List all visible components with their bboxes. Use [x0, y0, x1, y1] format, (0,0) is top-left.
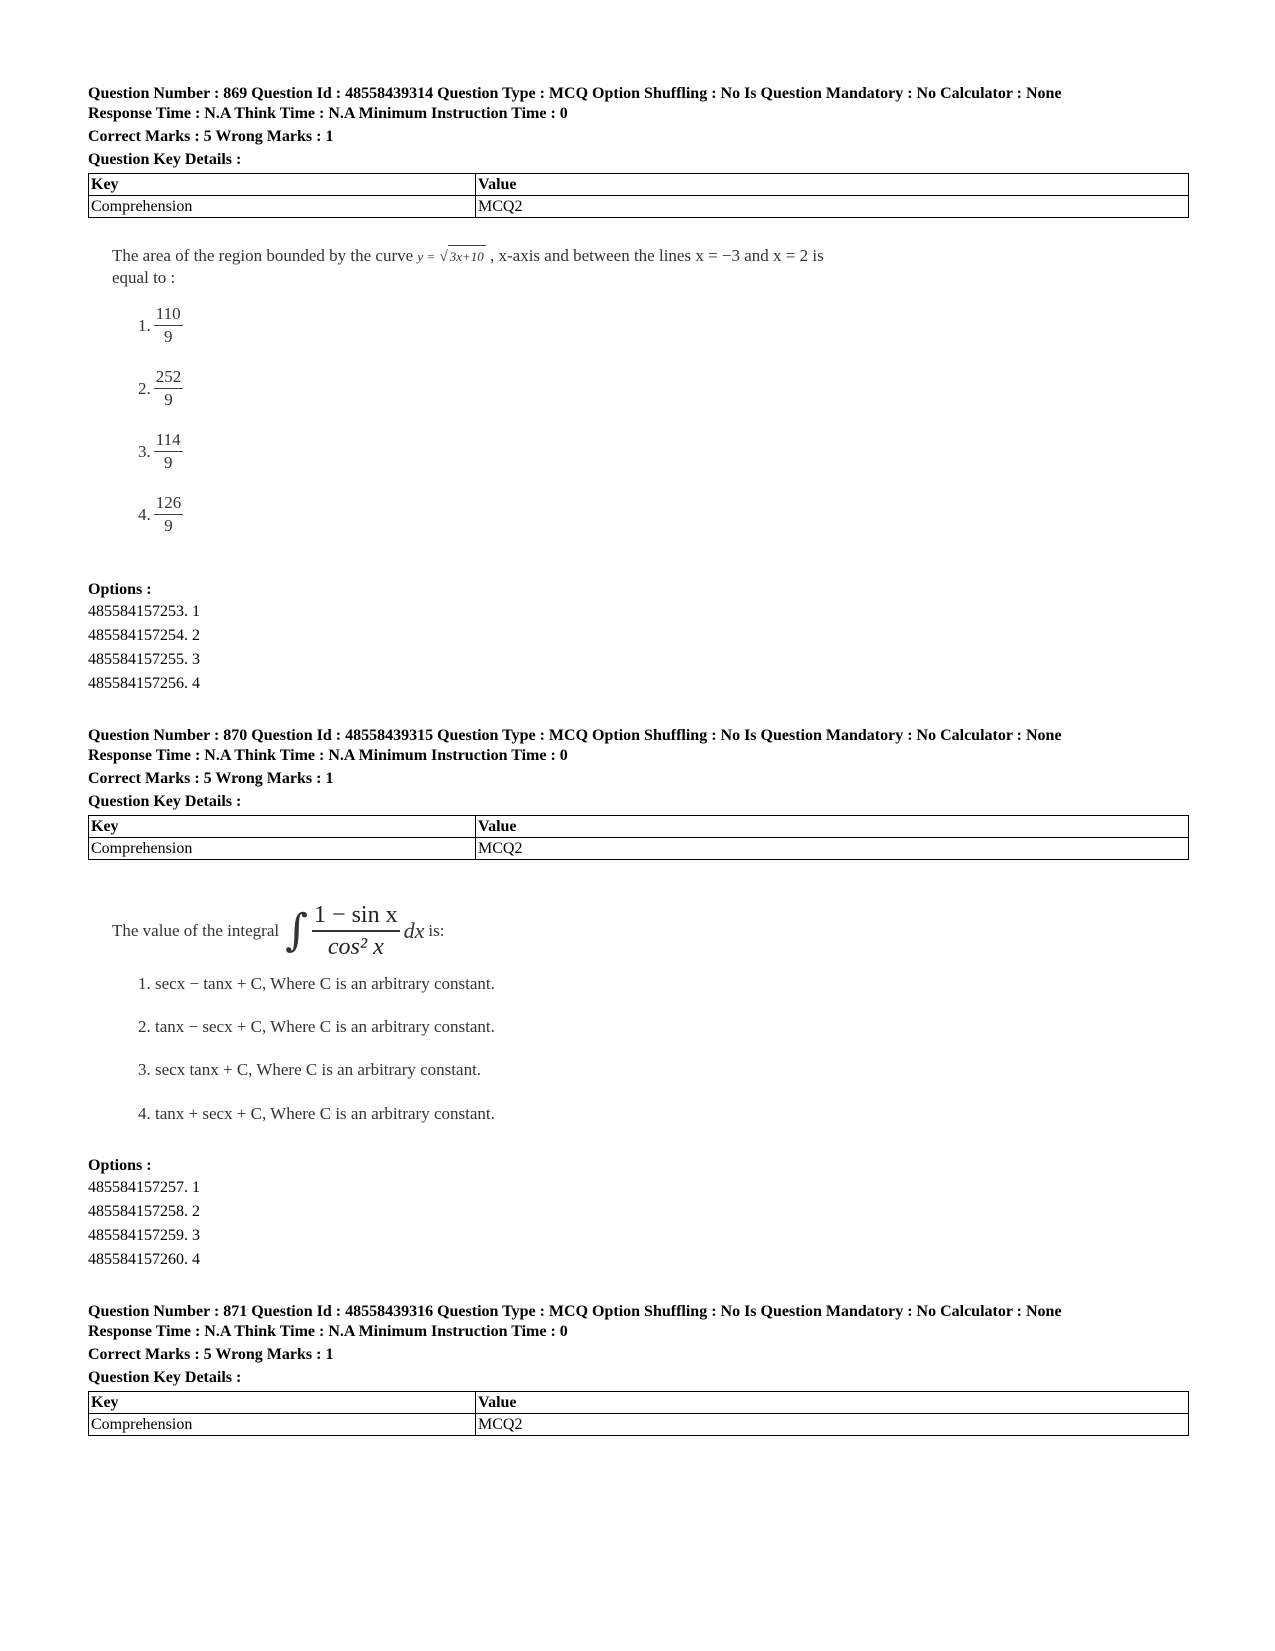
question-header-line2: Response Time : N.A Think Time : N.A Minimum Instruction Time : 0 [88, 747, 568, 764]
choice-number: 4. [138, 504, 151, 524]
choice-2 [138, 366, 183, 411]
option-row: 485584157259. 3 [88, 1227, 200, 1244]
marks-line: Correct Marks : 5 Wrong Marks : 1 [88, 1346, 334, 1363]
options-label: Options : [88, 581, 152, 598]
question-header-line2: Response Time : N.A Think Time : N.A Minimum Instruction Time : 0 [88, 105, 568, 122]
choice-3: 3. secx tanx + C, Where C is an arbitrary constant. [138, 1060, 482, 1079]
option-row: 485584157253. 1 [88, 603, 200, 620]
numerator: 1 − sin x [314, 902, 398, 928]
numerator: 110 [155, 304, 181, 323]
option-row: 485584157256. 4 [88, 675, 200, 692]
question-block-871 [88, 1302, 1188, 1436]
key-details-label: Question Key Details : [88, 1369, 242, 1386]
document-page [88, 84, 1188, 1436]
question-block-870 [88, 726, 1188, 1272]
table-cell-value: MCQ2 [476, 196, 1189, 218]
question-header-line1: Question Number : 869 Question Id : 48558439314 Question Type : MCQ Option Shuffling : No Is Question Mandatory : No Calculator : None [88, 85, 1062, 102]
table-cell-key: Comprehension [89, 1414, 476, 1436]
choice-4: 4. tanx + secx + C, Where C is an arbitrary constant. [138, 1104, 495, 1123]
choice-number: 3. [138, 441, 151, 461]
numerator: 252 [155, 367, 182, 386]
denominator: 9 [163, 453, 173, 472]
integral-sign-icon: ∫ [285, 905, 309, 956]
fraction [154, 303, 183, 348]
question-text: The area of the region bounded by the curve y = √ 3x+10 , x-axis and between the lines x = −3 and x = 2 is [112, 245, 824, 268]
key-value-table [88, 815, 1189, 860]
choice-number: 1. [138, 315, 151, 335]
sqrt-expr: 3x+10 [448, 245, 486, 268]
denominator: cos² x [327, 934, 384, 960]
choice-2: 2. tanx − secx + C, Where C is an arbitrary constant. [138, 1017, 495, 1036]
integral-dx: dx [403, 918, 425, 943]
table-header-value: Value [476, 174, 1189, 196]
option-row: 485584157260. 4 [88, 1251, 200, 1268]
table-header-key: Key [89, 1392, 476, 1414]
denominator: 9 [164, 516, 173, 535]
choice-number: 2. [138, 378, 151, 398]
table-cell-value: MCQ2 [476, 1414, 1189, 1436]
question-text [112, 900, 444, 962]
option-row: 485584157254. 2 [88, 627, 200, 644]
table-header-key: Key [89, 174, 476, 196]
option-row: 485584157257. 1 [88, 1179, 200, 1196]
key-value-table [88, 173, 1189, 218]
question-text-part: The area of the region bounded by the curve [112, 246, 414, 265]
curve-expr: y = [417, 249, 436, 264]
choice-1: 1. secx − tanx + C, Where C is an arbitrary constant. [138, 974, 495, 993]
question-text-line2: equal to : [112, 268, 176, 287]
choice-1 [138, 303, 183, 348]
question-text-part: is: [428, 921, 445, 940]
question-text-part: The value of the integral [112, 921, 280, 940]
marks-line: Correct Marks : 5 Wrong Marks : 1 [88, 770, 334, 787]
option-row: 485584157258. 2 [88, 1203, 200, 1220]
option-row: 485584157255. 3 [88, 651, 200, 668]
question-block-869 [88, 84, 1188, 696]
fraction [154, 492, 184, 537]
fraction [154, 429, 183, 474]
choice-4 [138, 492, 183, 537]
numerator: 126 [155, 493, 182, 512]
choice-3 [138, 429, 183, 474]
key-details-label: Question Key Details : [88, 793, 242, 810]
question-header-line1: Question Number : 871 Question Id : 48558439316 Question Type : MCQ Option Shuffling : No Is Question Mandatory : No Calculator : None [88, 1303, 1062, 1320]
denominator: 9 [164, 390, 173, 409]
table-cell-key: Comprehension [89, 196, 476, 218]
fraction [154, 366, 184, 411]
integral-fraction [312, 900, 400, 962]
options-label: Options : [88, 1157, 152, 1174]
table-header-value: Value [476, 1392, 1189, 1414]
key-value-table [88, 1391, 1189, 1436]
question-image [88, 245, 1188, 580]
table-cell-value: MCQ2 [476, 838, 1189, 860]
key-details-label: Question Key Details : [88, 151, 242, 168]
table-header-value: Value [476, 816, 1189, 838]
denominator: 9 [163, 327, 173, 346]
numerator: 114 [155, 430, 181, 449]
question-image [88, 880, 1188, 1156]
question-header-line2: Response Time : N.A Think Time : N.A Minimum Instruction Time : 0 [88, 1323, 568, 1340]
marks-line: Correct Marks : 5 Wrong Marks : 1 [88, 128, 334, 145]
question-text-part: , x-axis and between the lines x = −3 and x = 2 is [489, 246, 824, 265]
table-header-key: Key [89, 816, 476, 838]
question-header-line1: Question Number : 870 Question Id : 48558439315 Question Type : MCQ Option Shuffling : No Is Question Mandatory : No Calculator : None [88, 727, 1062, 744]
table-cell-key: Comprehension [89, 838, 476, 860]
